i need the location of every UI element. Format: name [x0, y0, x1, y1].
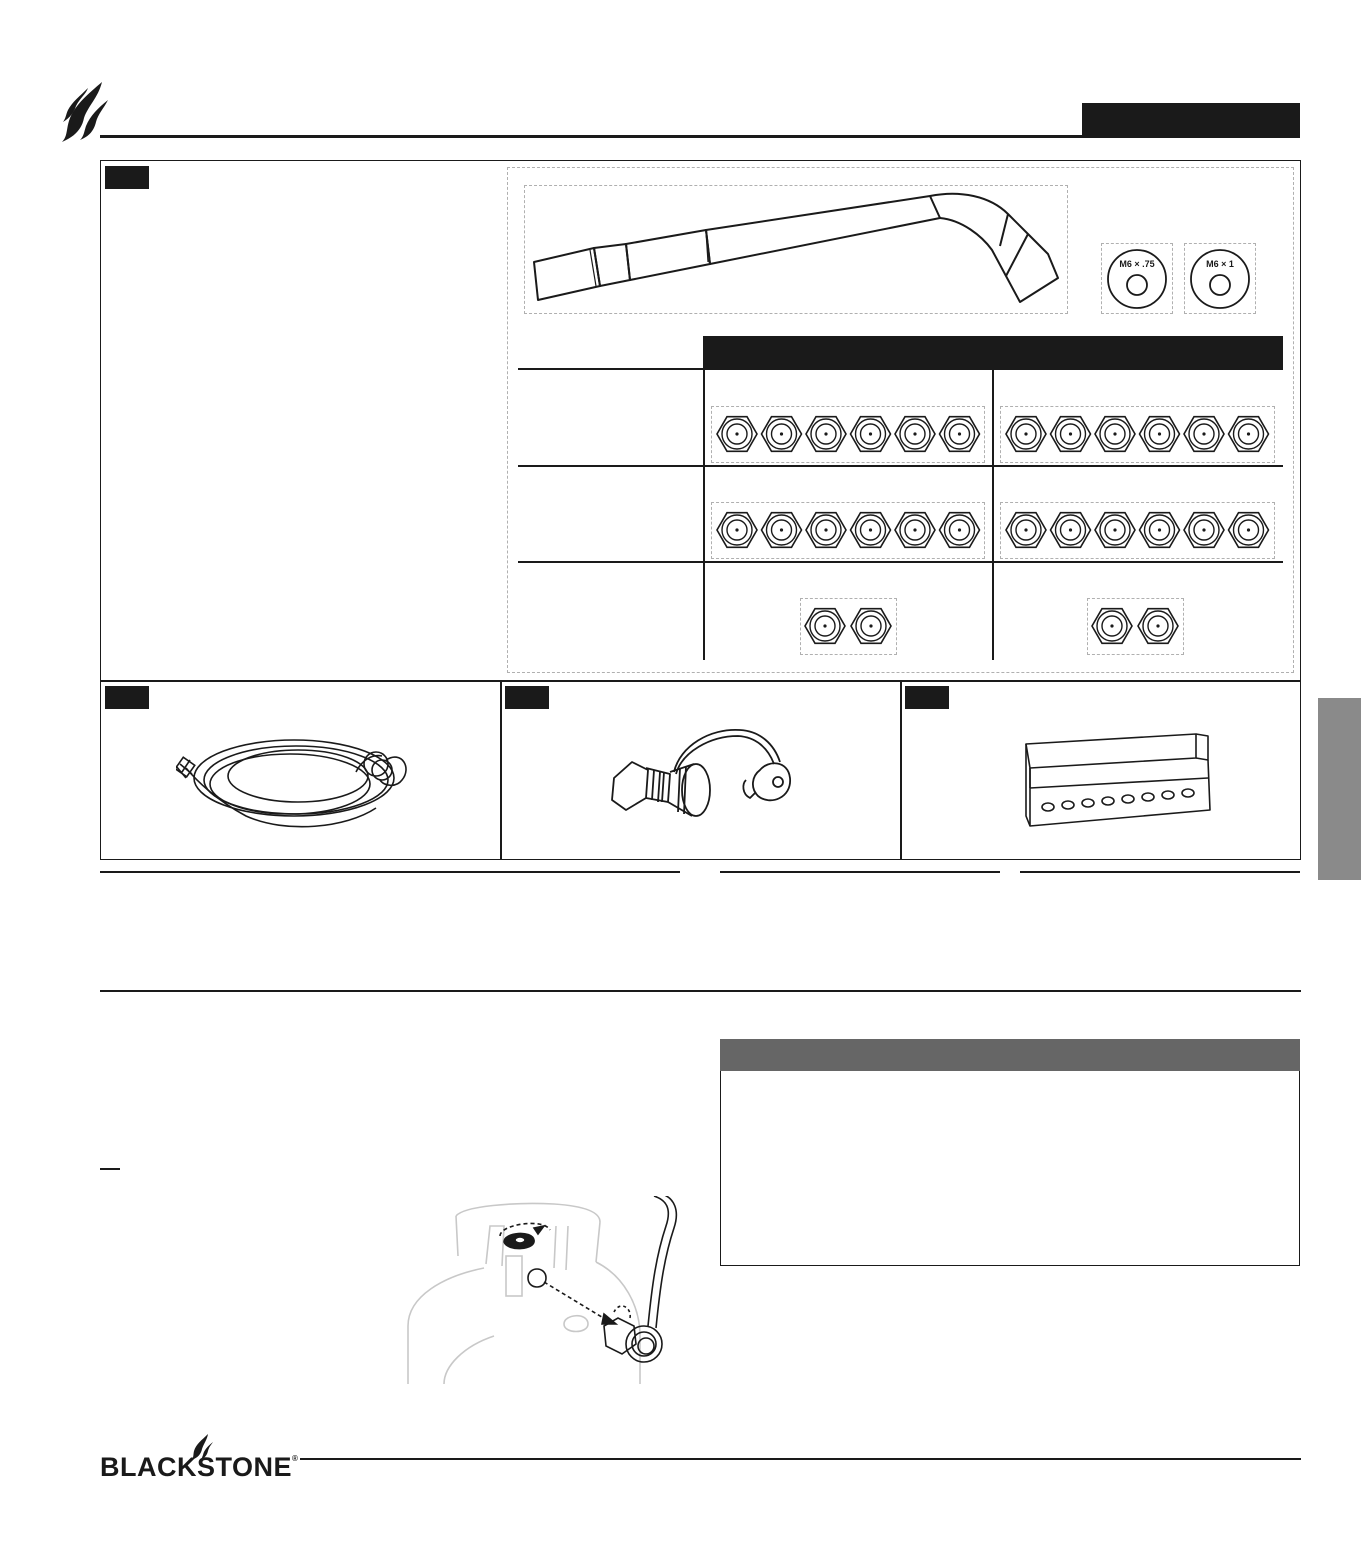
orifice-fitting-icon — [851, 513, 891, 548]
section-rule — [100, 990, 1301, 992]
orifice-fitting-icon — [806, 417, 846, 452]
orifice-fitting-icon — [895, 417, 935, 452]
orifice-fitting-icon — [805, 609, 845, 644]
orifice-fitting-icon — [1092, 609, 1132, 644]
notice-box-header — [720, 1039, 1300, 1071]
notice-box — [720, 1039, 1300, 1266]
orifice-fitting-icon — [1051, 417, 1091, 452]
orifice-fitting-icon — [762, 513, 802, 548]
grid-col-divider-2 — [900, 680, 902, 860]
spec-rule-1 — [100, 871, 680, 873]
orifice-fitting-icon — [717, 417, 757, 452]
orifice-fitting-icon — [806, 513, 846, 548]
orifice-fitting-icon — [1229, 417, 1269, 452]
orifice-fitting-icon — [1229, 513, 1269, 548]
orifice-layer — [0, 0, 1361, 700]
orifice-fitting-icon — [851, 417, 891, 452]
orifice-fitting-icon — [851, 609, 891, 644]
orifice-fitting-icon — [1184, 513, 1224, 548]
orifice-fitting-icon — [762, 417, 802, 452]
orifice-fitting-icon — [1095, 513, 1135, 548]
orifice-fitting-icon — [1095, 417, 1135, 452]
orifice-fitting-icon — [940, 417, 980, 452]
orifice-fitting-icon — [1184, 417, 1224, 452]
spec-rule-3 — [1020, 871, 1300, 873]
washer-small-label: M6 × .75 — [1119, 259, 1155, 269]
orifice-fitting-icon — [1138, 609, 1178, 644]
gas-hose-icon — [176, 720, 416, 848]
grid-col-divider-1 — [500, 680, 502, 860]
orifice-fitting-icon — [1051, 513, 1091, 548]
orifice-storage-bracket-icon — [1020, 730, 1230, 830]
footer-rule — [300, 1458, 1301, 1460]
spec-rule-2 — [720, 871, 1000, 873]
propane-tank-connection-icon — [404, 1196, 684, 1388]
footer-brand-name: BLACKSTONE — [100, 1452, 293, 1482]
step-mark — [100, 1168, 120, 1170]
footer-brand-mark: ® — [292, 1454, 299, 1463]
orifice-fitting-icon — [1140, 417, 1180, 452]
orifice-fitting-icon — [717, 513, 757, 548]
footer-brand-logo — [100, 1452, 298, 1483]
orifice-fitting-icon — [1006, 417, 1046, 452]
quick-connect-adapter-icon — [610, 722, 806, 832]
side-section-tab — [1318, 698, 1361, 880]
orifice-fitting-icon — [1006, 513, 1046, 548]
orifice-fitting-icon — [940, 513, 980, 548]
orifice-fitting-icon — [895, 513, 935, 548]
orifice-fitting-icon — [1140, 513, 1180, 548]
washer-large-label: M6 × 1 — [1206, 259, 1234, 269]
